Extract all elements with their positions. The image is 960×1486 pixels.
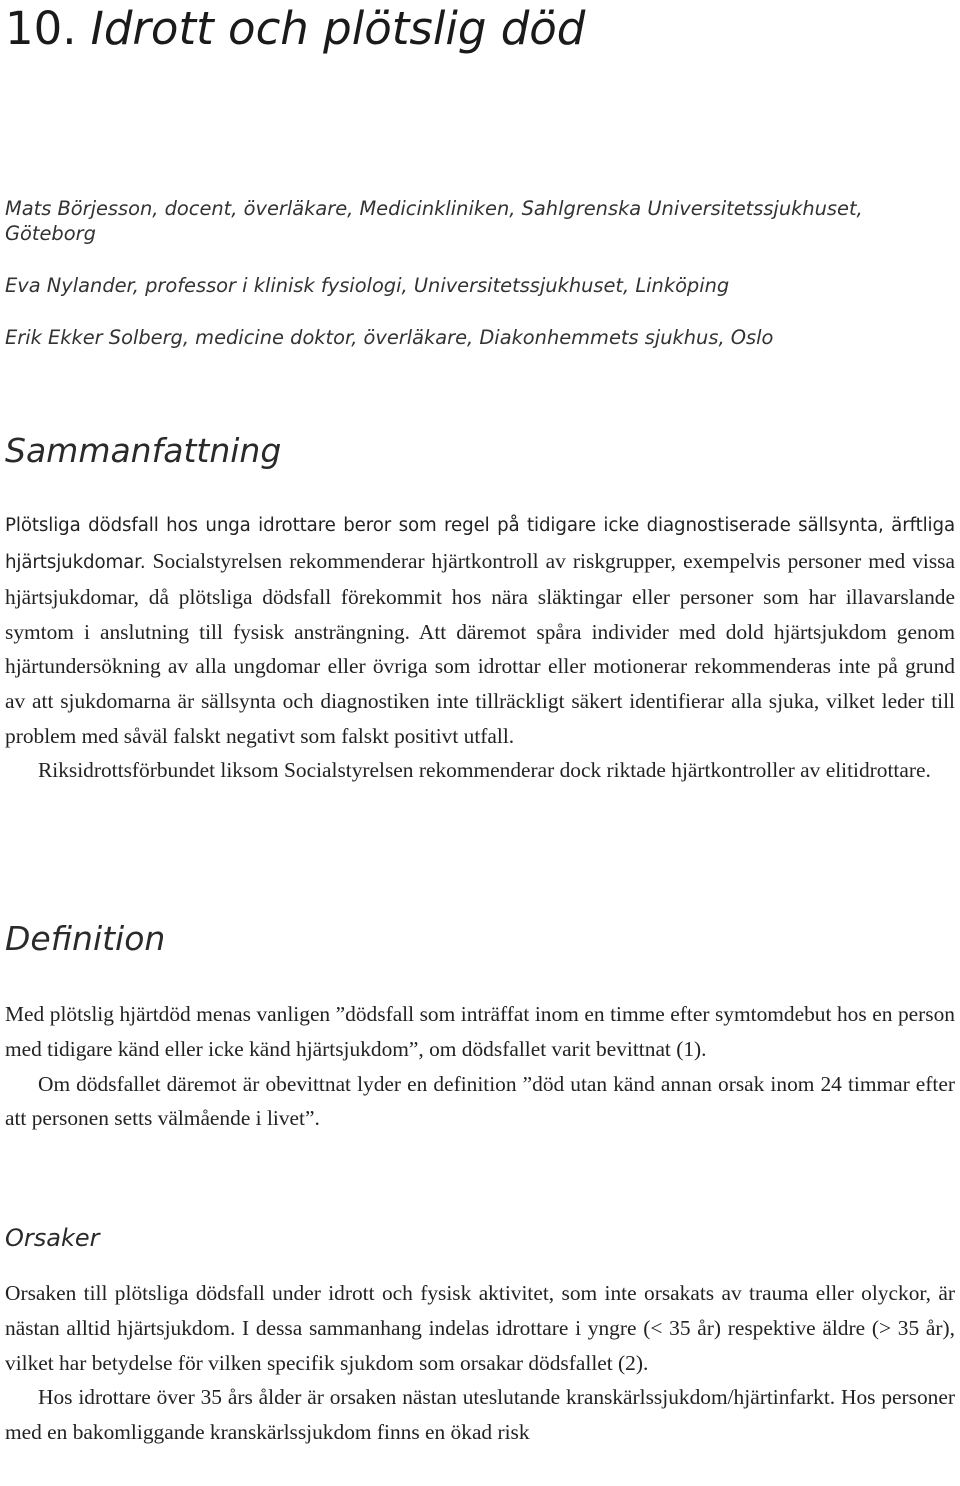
causes-section (5, 1276, 955, 1450)
summary-paragraph: Riksidrottsförbundet liksom Socialstyrelsen rekommenderar dock riktade hjärtkontroller av elitidrottare. (38, 758, 931, 783)
summary-paragraph (5, 507, 955, 753)
author-line: Eva Nylander, professor i klinisk fysiologi, Universitetssjukhuset, Linköping (5, 274, 730, 297)
causes-paragraph: Orsaken till plötsliga dödsfall under idrott och fysisk aktivitet, som inte orsakats av trauma eller olyckor, är nästan alltid hjärtsjukdom. I dessa sammanhang indelas idrottare i yngre (< 35 år) respektive äldre (> 35 år), vilket har betydelse för vilken specifik sjukdom som orsakar dödsfallet (2). (5, 1281, 955, 1375)
author-line: Erik Ekker Solberg, medicine doktor, överläkare, Diakonhemmets sjukhus, Oslo (5, 326, 774, 349)
definition-section (5, 997, 955, 1136)
chapter-number: 10. (5, 2, 77, 55)
section-heading-sammanfattning: Sammanfattning (5, 431, 282, 470)
chapter-title-text: Idrott och plötslig död (90, 2, 586, 55)
author-line: Mats Börjesson, docent, överläkare, Medicinkliniken, Sahlgrenska Universitetssjukhuset, Göteborg (5, 197, 863, 245)
definition-paragraph: Med plötslig hjärtdöd menas vanligen ”dödsfall som inträffat inom en timme efter symtomdebut hos en person med tidigare känd eller icke känd hjärtsjukdom”, om dödsfallet varit bevittnat (1). (5, 1002, 955, 1061)
definition-paragraph: Om dödsfallet däremot är obevittnat lyder en definition ”död utan känd annan orsak inom 24 timmar efter att personen setts välmående i livet”. (5, 1071, 955, 1131)
causes-paragraph: Hos idrottare över 35 års ålder är orsaken nästan uteslutande kranskärlssjukdom/hjärtinfarkt. Hos personer med en bakomliggande kranskärlssjukdom finns en ökad risk (5, 1385, 955, 1445)
section-heading-orsaker: Orsaker (5, 1224, 100, 1252)
summary-section (5, 507, 955, 788)
summary-body-text: Socialstyrelsen rekommenderar hjärtkontroll av riskgrupper, exempelvis personer med vissa hjärtsjukdomar, då plötsliga dödsfall förekommit hos nära släktingar eller personer som har illavarslande symtom i anslutning till fysisk ansträngning. Att däremot spåra individer med dold hjärtsjukdom genom hjärtundersökning av alla ungdomar eller övriga som idrottar eller motionerar rekommenderas inte på grund av att sjukdomarna är sällsynta och diagnostiken inte tillräckligt säkert identifierar alla sjuka, vilket leder till problem med såväl falskt negativt som falskt positivt utfall. (5, 548, 955, 748)
section-heading-definition: Definition (5, 919, 166, 958)
summary-lead-text: Plötsliga dödsfall hos unga idrottare beror som regel på tidigare icke diagnostiserade sällsynta, ärftliga hjärtsjukdomar. (5, 515, 955, 573)
author-list (5, 196, 955, 350)
chapter-title (5, 0, 585, 58)
